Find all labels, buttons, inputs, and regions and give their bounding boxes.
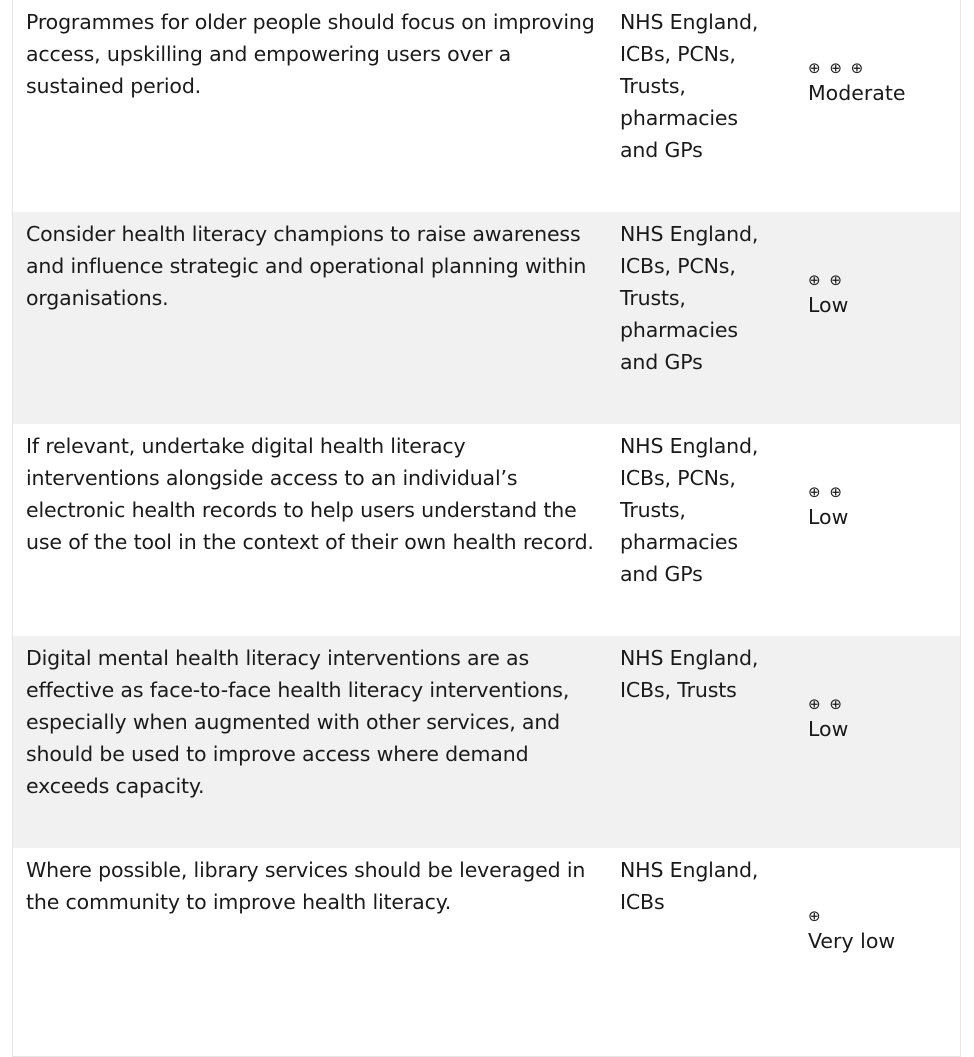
recommendation-text: Consider health literacy champions to raise awareness and influence strategic and operational planning within organisations. (26, 222, 587, 310)
grade-certainty-icon: ⊕ ⊕ (808, 271, 844, 289)
evidence-grade (808, 271, 948, 319)
responsible-organisations: NHS England, ICBs, PCNs, Trusts, pharmacies and GPs (620, 222, 759, 374)
recommendation-text: If relevant, undertake digital health literacy interventions alongside access to an individual’s electronic health records to help users understand the use of the tool in the context of their own health record. (26, 434, 594, 554)
evidence-grade (808, 695, 948, 743)
recommendation-text: Programmes for older people should focus on improving access, upskilling and empowering users over a sustained period. (26, 10, 595, 98)
table-row (13, 0, 960, 212)
responsible-organisations: NHS England, ICBs, PCNs, Trusts, pharmacies and GPs (620, 434, 759, 586)
grade-label: Low (808, 505, 849, 529)
evidence-grade (808, 907, 948, 955)
responsible-organisations: NHS England, ICBs, PCNs, Trusts, pharmacies and GPs (620, 10, 759, 162)
recommendation-text: Where possible, library services should be leveraged in the community to improve health literacy. (26, 858, 586, 914)
table-row (13, 212, 960, 424)
grade-label: Moderate (808, 81, 906, 105)
grade-certainty-icon: ⊕ ⊕ ⊕ (808, 59, 866, 77)
table-row (13, 636, 960, 848)
responsible-organisations: NHS England, ICBs, Trusts (620, 646, 759, 702)
grade-label: Very low (808, 929, 896, 953)
recommendation-text: Digital mental health literacy interventions are as effective as face-to-face health literacy interventions, especially when augmented with other services, and should be used to improve access where demand exceeds capacity. (26, 646, 570, 798)
evidence-grade (808, 59, 948, 107)
grade-certainty-icon: ⊕ ⊕ (808, 695, 844, 713)
table-row (13, 848, 960, 1056)
responsible-organisations: NHS England, ICBs (620, 858, 759, 914)
grade-certainty-icon: ⊕ (808, 907, 823, 925)
grade-label: Low (808, 293, 849, 317)
table-row (13, 424, 960, 636)
evidence-grade (808, 483, 948, 531)
grade-certainty-icon: ⊕ ⊕ (808, 483, 844, 501)
grade-label: Low (808, 717, 849, 741)
recommendations-table (12, 0, 961, 1057)
